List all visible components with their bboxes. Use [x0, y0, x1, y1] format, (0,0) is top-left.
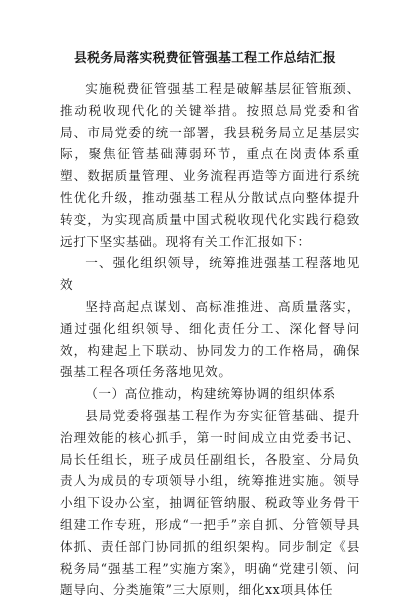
subsection-heading-1: （一）高位推动，构建统筹协调的组织体系: [85, 386, 336, 402]
document-body: [60, 78, 360, 601]
section-heading-1: 一、强化组织领导，统筹推进强基工程落地见效: [60, 255, 360, 293]
paragraph-section-1: 坚持高起点谋划、高标准推进、高质量落实，通过强化组织领导、细化责任分工、深化督导问效，构建起上下联动、协同发力的工作格局，确保强基工程各项任务落地见效。: [60, 298, 360, 380]
paragraph-intro: 实施税费征管强基工程是破解基层征管瓶颈、推动税收现代化的关键举措。按照总局党委和省局、市局党委的统一部署，我县税务局立足基层实际，聚焦征管基础薄弱环节，重点在岗责体系重塑、数据质量管理、业务流程再造等方面进行系统性优化升级，推动强基工程从分散试点向整体提升转变，为实现高质量中国式税收现代化实践行稳致远打下坚实基础。现将有关工作汇报如下：: [60, 81, 360, 249]
paragraph-subsection-1: 县局党委将强基工程作为夯实征管基础、提升治理效能的核心抓手，第一时间成立由党委书记、局长任组长，班子成员任副组长，各股室、分局负责人为成员的专项领导小组，统筹推进实施。领导小组下设办公室，抽调征管纳服、税政等业务骨干组建工作专班，形成“一把手”亲自抓、分管领导具体抓、责任部门协同抓的组织架构。同步制定《县税务局“强基工程”实施方案》，明确“党建引领、问题导向、分类施策”三大原则，细化xx项具体任: [60, 407, 360, 598]
document-title: 县税务局落实税费征管强基工程工作总结汇报: [74, 51, 336, 66]
